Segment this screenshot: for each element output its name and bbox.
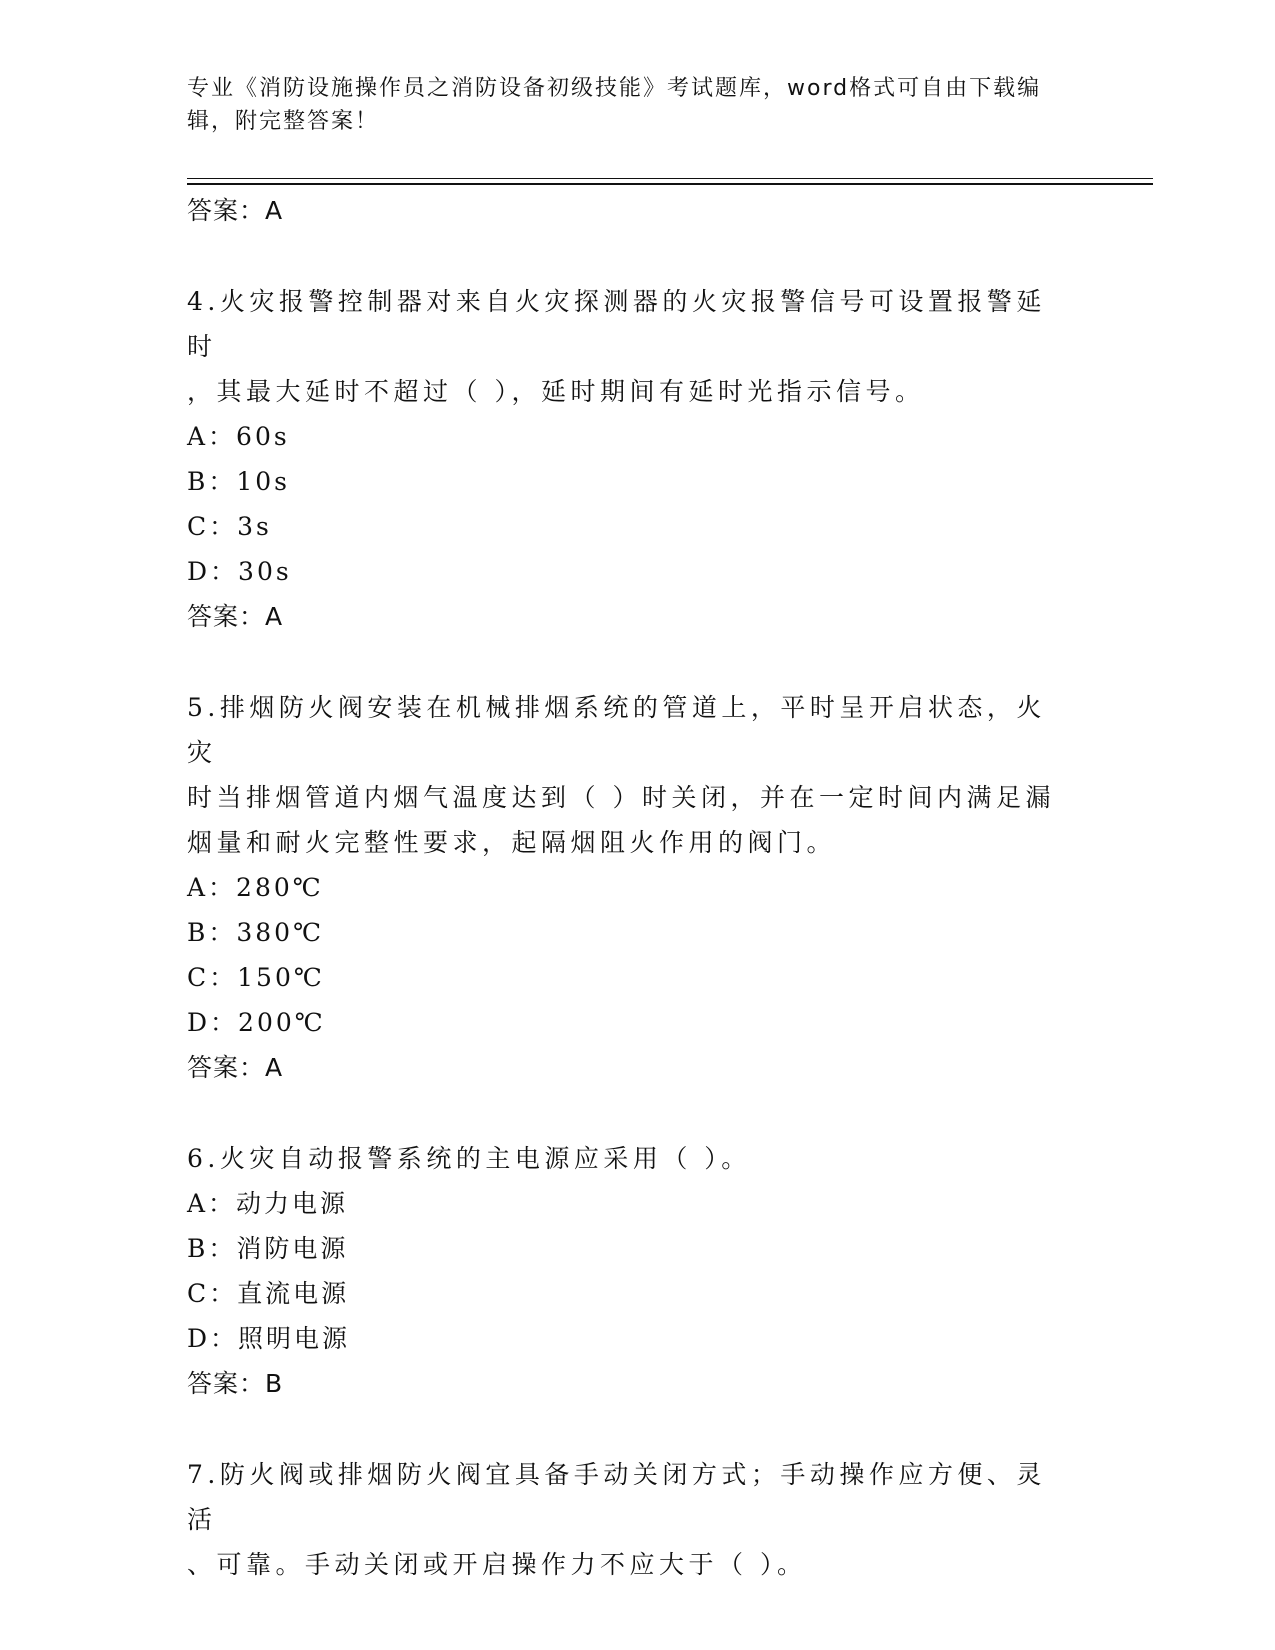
question-6-answer: 答案：B bbox=[187, 1369, 284, 1398]
question-5-answer: 答案：A bbox=[187, 1053, 284, 1082]
header-divider-thick bbox=[187, 183, 1153, 185]
question-6-stem bbox=[187, 1136, 1067, 1181]
option-c: C：直流电源 bbox=[187, 1279, 350, 1308]
stem-line: ，其最大延时不超过（ ），延时期间有延时光指示信号。 bbox=[187, 377, 925, 406]
option-a: A：280℃ bbox=[187, 873, 324, 902]
stem-line: 时当排烟管道内烟气温度达到（ ）时关闭，并在一定时间内满足漏 bbox=[187, 783, 1055, 812]
stem-line: 、可靠。手动关闭或开启操作力不应大于（ ）。 bbox=[187, 1550, 807, 1579]
option-d: D：照明电源 bbox=[187, 1324, 351, 1353]
stem-line: 7.防火阀或排烟防火阀宜具备手动关闭方式；手动操作应方便、灵活 bbox=[187, 1460, 1046, 1534]
option-b: B：380℃ bbox=[187, 918, 325, 947]
question-5-stem bbox=[187, 685, 1067, 865]
question-4 bbox=[187, 279, 1067, 639]
stem-line: 6.火灾自动报警系统的主电源应采用（ ）。 bbox=[187, 1144, 751, 1173]
option-c: C：150℃ bbox=[187, 963, 325, 992]
question-4-answer: 答案：A bbox=[187, 602, 284, 631]
header-line-2: 辑，附完整答案！ bbox=[187, 109, 380, 134]
document-header bbox=[187, 72, 1067, 138]
question-4-stem bbox=[187, 279, 1067, 414]
question-list bbox=[187, 188, 1067, 1587]
stem-line: 4.火灾报警控制器对来自火灾探测器的火灾报警信号可设置报警延时 bbox=[187, 287, 1046, 361]
option-a: A：动力电源 bbox=[187, 1189, 349, 1218]
option-c: C：3s bbox=[187, 512, 272, 541]
option-b: B：10s bbox=[187, 467, 291, 496]
stem-line: 烟量和耐火完整性要求，起隔烟阻火作用的阀门。 bbox=[187, 828, 837, 857]
question-6 bbox=[187, 1136, 1067, 1406]
previous-answer: 答案：A bbox=[187, 196, 284, 225]
header-line-1: 专业《消防设施操作员之消防设备初级技能》考试题库，word格式可自由下载编 bbox=[187, 76, 1042, 101]
header-divider-thin bbox=[187, 178, 1153, 179]
spacer bbox=[187, 1406, 1067, 1452]
option-d: D：200℃ bbox=[187, 1008, 326, 1037]
option-a: A：60s bbox=[187, 422, 290, 451]
spacer bbox=[187, 639, 1067, 685]
stem-line: 5.排烟防火阀安装在机械排烟系统的管道上，平时呈开启状态，火灾 bbox=[187, 693, 1046, 767]
spacer bbox=[187, 233, 1067, 279]
question-7-stem bbox=[187, 1452, 1067, 1587]
option-b: B：消防电源 bbox=[187, 1234, 349, 1263]
spacer bbox=[187, 1090, 1067, 1136]
question-5 bbox=[187, 685, 1067, 1090]
option-d: D：30s bbox=[187, 557, 292, 586]
question-7 bbox=[187, 1452, 1067, 1587]
